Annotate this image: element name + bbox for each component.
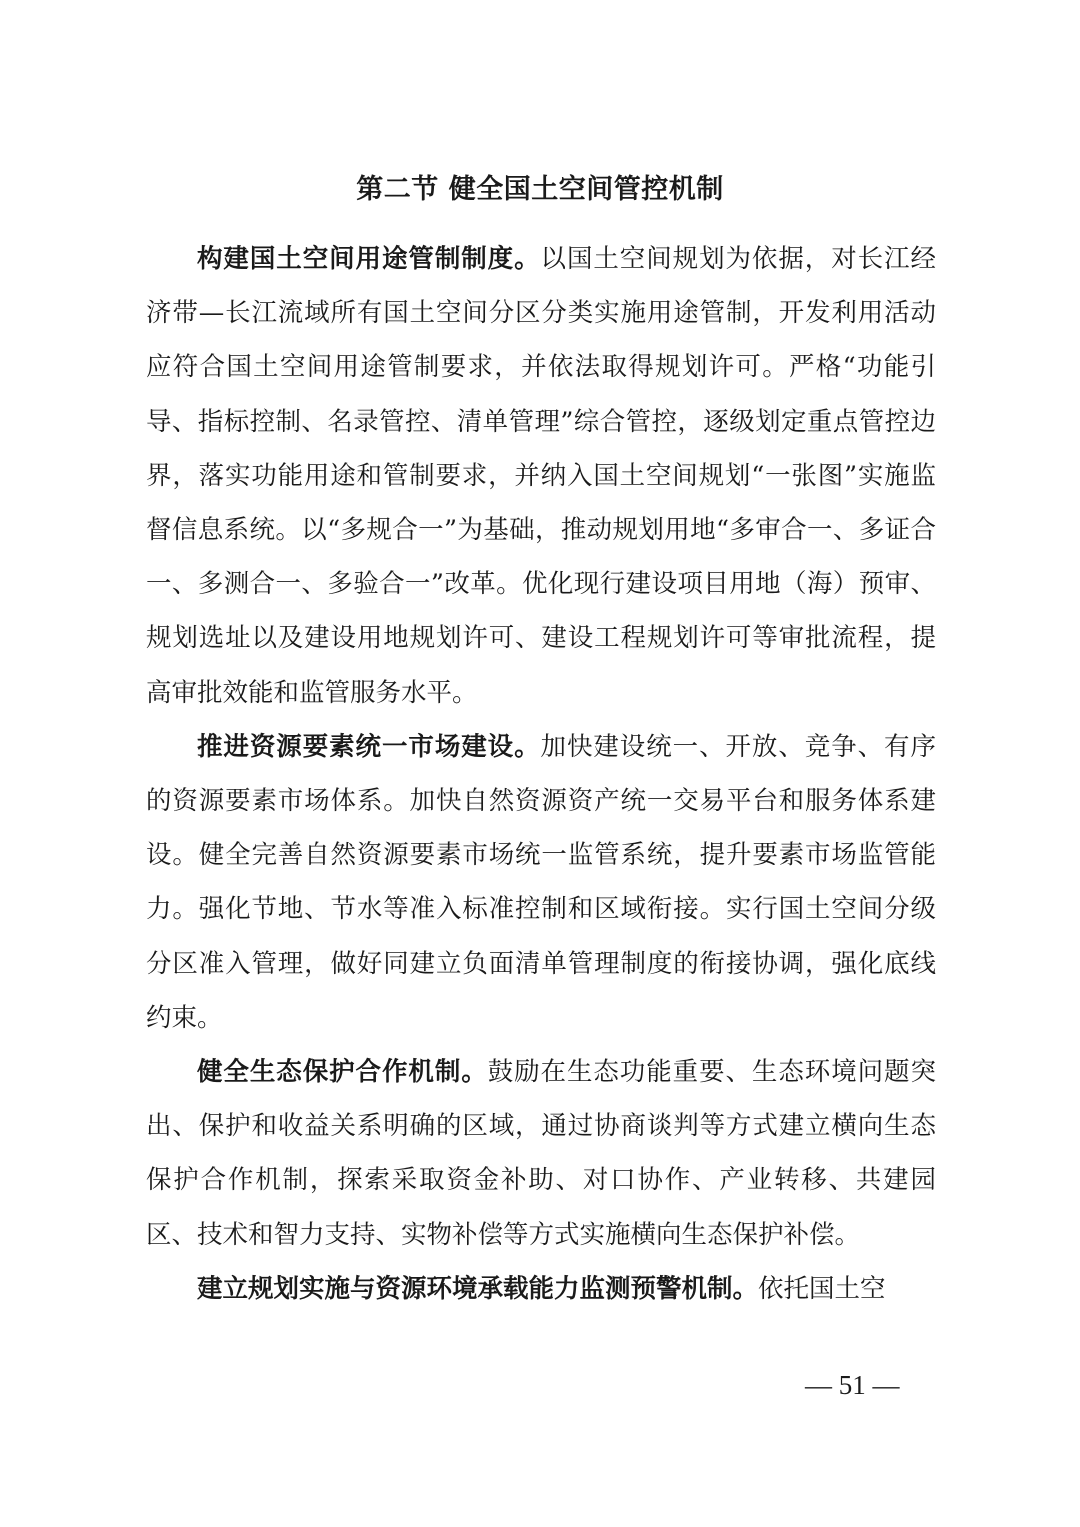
paragraph-text: 依托国土空 [758, 1273, 886, 1304]
body-text [146, 232, 936, 1316]
paragraph-lead: 构建国土空间用途管制制度。 [197, 244, 541, 274]
paragraph-resource-market [146, 720, 936, 1045]
paragraph-eco-cooperation [146, 1045, 936, 1262]
paragraph-text: 以国土空间规划为依据，对长江经济带—长江流域所有国土空间分区分类实施用途管制，开发利用活动应符合国土空间用途管制要求，并依法取得规划许可。严格“功能引导、指标控制、名录管控、清单管理”综合管控，逐级划定重点管控边界，落实功能用途和管制要求，并纳入国土空间规划“一张图”实施监督信息系统。以“多规合一”为基础，推动规划用地“多审合一、多证合一、多测合一、多验合一”改革。优化现行建设项目用地（海）预审、规划选址以及建设用地规划许可、建设工程规划许可等审批流程，提高审批效能和监管服务水平。 [146, 244, 936, 708]
page-number: — 51 — [805, 1370, 900, 1400]
paragraph-lead: 推进资源要素统一市场建设。 [197, 731, 541, 762]
paragraph-lead: 建立规划实施与资源环境承载能力监测预警机制。 [197, 1273, 759, 1304]
paragraph-lead: 健全生态保护合作机制。 [197, 1057, 488, 1088]
paragraph-text: 鼓励在生态功能重要、生态环境问题突出、保护和收益关系明确的区域，通过协商谈判等方式建立横向生态保护合作机制，探索采取资金补助、对口协作、产业转移、共建园区、技术和智力支持、实物补偿等方式实施横向生态保护补偿。 [146, 1057, 936, 1250]
section-title: 第二节 健全国土空间管控机制 [356, 174, 724, 205]
paragraph-land-use-control [146, 232, 936, 720]
paragraph-text: 加快建设统一、开放、竞争、有序的资源要素市场体系。加快自然资源资产统一交易平台和服务体系建设。健全完善自然资源要素市场统一监管系统，提升要素市场监管能力。强化节地、节水等准入标准控制和区域衔接。实行国土空间分级分区准入管理，做好同建立负面清单管理制度的衔接协调，强化底线约束。 [146, 731, 936, 1033]
paragraph-monitoring-warning [146, 1262, 936, 1316]
